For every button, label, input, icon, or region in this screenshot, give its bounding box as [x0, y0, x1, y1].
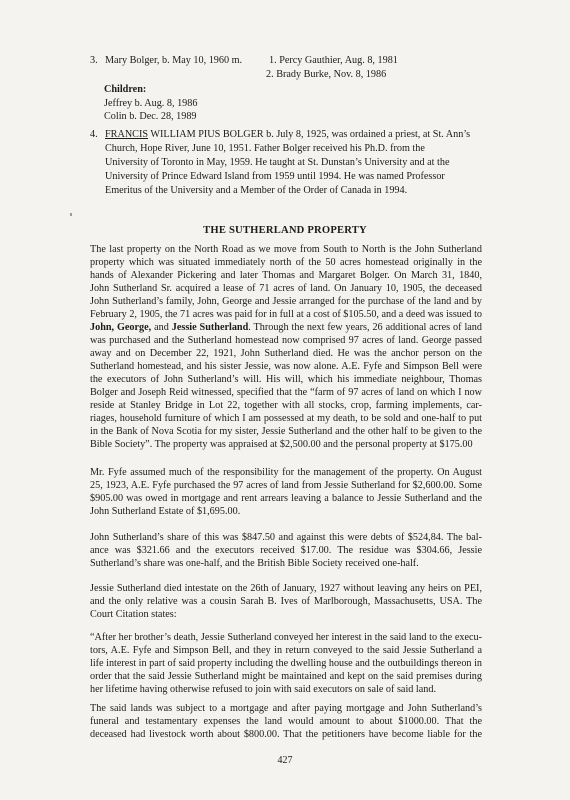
scan-speck	[70, 213, 72, 216]
entry3-marriage2: 2. Brady Burke, Nov. 8, 1986	[266, 69, 387, 80]
text-line: The said lands was subject to a mortgage and after paying mortgage and John Sutherland’s	[90, 703, 482, 714]
section-title: THE SUTHERLAND PROPERTY	[203, 225, 367, 236]
children-heading: Children:	[104, 84, 147, 95]
child-item: Jeffrey b. Aug. 8, 1986	[104, 98, 198, 109]
page-number: 427	[277, 755, 293, 766]
text-line: Jessie Sutherland died intestate on the 26th of January, 1927 without leaving any heirs on PEI,	[90, 583, 482, 594]
entry4-line: Church, Hope River, June 10, 1951. Father Bolger received his Ph.D. from the	[105, 143, 425, 154]
text-line: deceased had livestock worth about $800.00. That the petitioners have become liable for the	[90, 729, 482, 740]
text-line: her lifetime having otherwise refused to join with said executors on sale of said land.	[90, 684, 436, 695]
text-line: John Sutherland Sr. acquired a lease of 71 acres of land. On January 10, 1905, the deceased	[90, 283, 482, 294]
paragraph-court-citation	[90, 631, 482, 696]
paragraph-sutherland-history	[90, 243, 482, 451]
entry4-name-underlined: FRANCIS	[105, 129, 149, 140]
entry4-line: University of Toronto in May, 1959. He taught at St. Dunstan’s University and at the	[105, 157, 450, 168]
text-line: funeral and testamentary expenses the land would amount to about $1000.00. That the	[90, 716, 482, 727]
paragraph-jessie-death	[90, 582, 482, 621]
entry3-line1: Mary Bolger, b. May 10, 1960 m.	[105, 55, 243, 66]
after-bold-text: . Through the next few years, 26 additional acres of land	[248, 322, 482, 333]
text-line: Mr. Fyfe assumed much of the responsibility for the management of the property. On August	[90, 467, 482, 478]
bold-names: John, George,	[90, 322, 152, 333]
text-line: Bible Society”. The property was appraised at $2,500.00 and the personal property at $175.00	[90, 439, 473, 450]
text-line: tors, A.E. Fyfe and Simpson Bell, and they in return conveyed to the said Jessie Sutherland a	[90, 645, 482, 656]
and-word: and	[151, 322, 172, 333]
entry4-line: University of Prince Edward Island from 1959 until 1994. He was named Professor	[105, 171, 445, 182]
text-line: John Sutherland Estate of $1,695.00.	[90, 506, 241, 517]
text-line: in the Bank of Nova Scotia for my sister, Jessie Sutherland and the other half to be given to the	[90, 426, 482, 437]
bold-jessie: Jessie Sutherland	[171, 322, 249, 333]
text-line: “After her brother’s death, Jessie Sutherland conveyed her interest in the said land to the execu-	[90, 632, 482, 643]
text-line: Court Citation states:	[90, 609, 177, 620]
text-line: The last property on the North Road as we move from South to North is the John Sutherland	[90, 244, 482, 255]
text-line: John Sutherland’s family, John, George and Jessie arranged for the purchase of the land and by	[90, 296, 482, 307]
text-line: 25, 1923, A.E. Fyfe purchased the 97 acres of land from Jessie Sutherland for $2,600.00. Some	[90, 480, 482, 491]
text-line: life interest in part of said property including the dwelling house and the outbuildings thereon in	[90, 658, 482, 669]
text-line: February 2, 1905, the 71 acres was paid for in full at a cost of $105.50, and a deed was issued to	[90, 309, 482, 320]
text-line: reside at Stanley Bridge in Lot 22, together with all stocks, crop, farming implements, car-	[90, 400, 482, 411]
entry-number-4: 4.	[90, 129, 98, 140]
paragraph-share-accounting	[90, 531, 482, 570]
text-line: was purchased and the Sutherland homestead now comprised 97 acres of land. George passed	[90, 335, 482, 346]
entry4-line1	[105, 128, 470, 141]
text-line: order that the said Jessie Sutherland might be maintained and kept on the said premises during	[90, 671, 482, 682]
paragraph-fyfe-purchase	[90, 466, 482, 518]
text-line-with-bold-names	[90, 321, 482, 334]
text-line: hands of Alexander Pickering and later Thomas and Margaret Bolger. On March 31, 1840,	[90, 270, 482, 281]
paragraph-mortgage	[90, 702, 482, 741]
text-line: property which was situated immediately north of the 50 acres homestead originally in the	[90, 257, 482, 268]
text-line: Sutherland homestead, and his sister Jessie, was now alone. A.E. Fyfe and Simpson Bell were	[90, 361, 482, 372]
text-line: Bolger and Joseph Reid witnessed, specified that the “farm of 97 acres of land on which I now	[90, 387, 482, 398]
text-line: riages, household furniture of which I am possessed at my death, to be sold and one-half to put	[90, 413, 482, 424]
entry4-line: Emeritus of the University and a Member of the Order of Canada in 1994.	[105, 185, 408, 196]
text-line: Sutherland’s share was one-half, and the British Bible Society received one-half.	[90, 558, 419, 569]
entry3-marriage1: 1. Percy Gauthier, Aug. 8, 1981	[269, 55, 398, 66]
text-line: and the only relative was a cousin Sarah B. Ives of Marlborough, Massachusetts, USA. The	[90, 596, 482, 607]
text-line: $905.00 was owed in mortgage and rent arrears leaving a balance to Jessie Sutherland and the	[90, 493, 482, 504]
text-line: ance was $321.66 and the executors received $17.00. The residue was $304.66, Jessie	[90, 545, 482, 556]
entry-number-3: 3.	[90, 55, 98, 66]
text-line: John Sutherland’s share of this was $847.50 and against this were debts of $524,84. The bal-	[90, 532, 482, 543]
child-item: Colin b. Dec. 28, 1989	[104, 111, 197, 122]
text-line: the executors of John Sutherland’s will. His will, which his immediate neighbour, Thomas	[90, 374, 482, 385]
entry4-line1-rest: WILLIAM PIUS BOLGER b. July 8, 1925, was ordained a priest, at St. Ann’s	[148, 129, 471, 140]
text-line: away and on December 22, 1921, John Sutherland died. He was the anchor person on the	[90, 348, 482, 359]
